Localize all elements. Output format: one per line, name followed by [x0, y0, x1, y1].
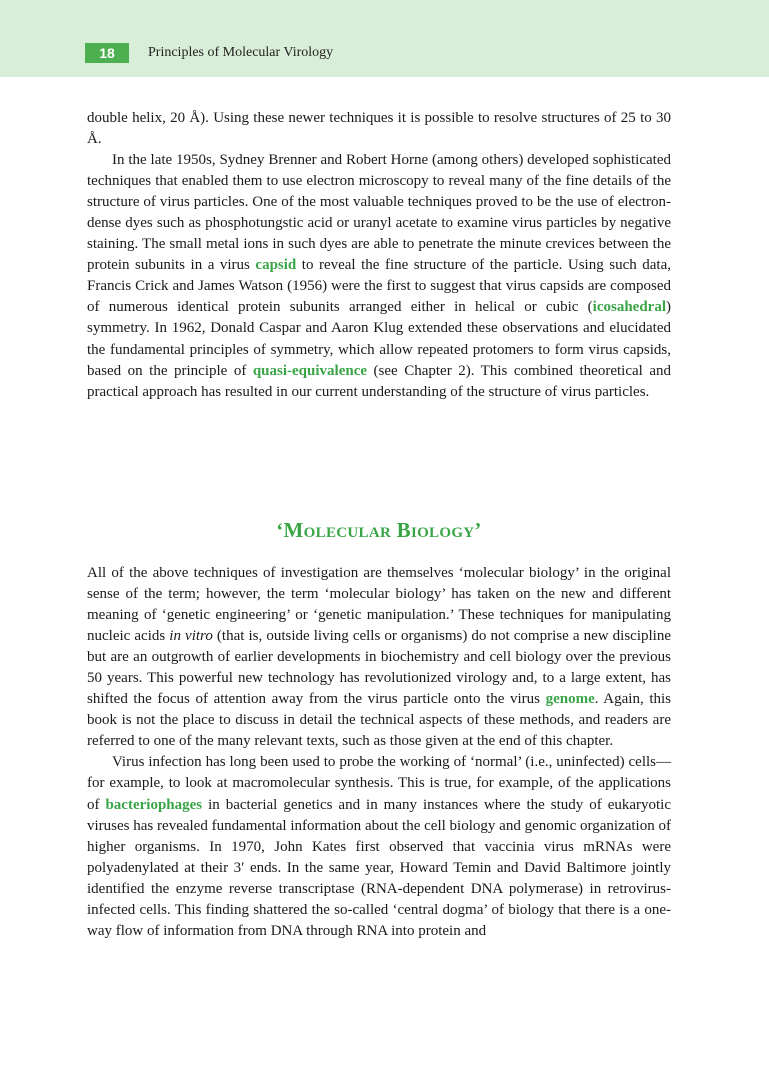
text-run: to reveal the fine structure of the particle. Using such data, Francis Crick and James Watson (1956) were the first to suggest that virus capsids are composed of numerous identical protein subunits arranged either in helical or cubic ( [87, 257, 671, 316]
glossary-term: quasi-equivalence [252, 362, 368, 379]
text-run: All of the above techniques of investigation are themselves ‘molecular biology’ in the original sense of the term; however, the term ‘molecular biology’ has taken on the new and different meaning of ‘genetic engineering’ or ‘genetic manipulation.’ These techniques for manipulating nucleic acids [87, 565, 671, 645]
section-body-top [87, 108, 671, 403]
paragraph [87, 752, 671, 941]
text-run: (that is, outside living cells or organisms) do not comprise a new discipline but are an outgrowth of earlier developments in biochemistry and cell biology over the previous 50 years. This powerful new technology has revolutionized virology and, to a large extent, has shifted the focus of attention away from the virus particle onto the virus [87, 628, 671, 708]
text-run: (see Chapter 2). This combined theoretical and practical approach has resulted in our current understanding of the structure of virus particles. [87, 362, 671, 400]
text-run: In the late 1950s, Sydney Brenner and Robert Horne (among others) developed sophisticated techniques that enabled them to use electron microscopy to reveal many of the fine details of the structure of virus particles. One of the most valuable techniques proved to be the use of electron-dense dyes such as phosphotungstic acid or uranyl acetate to examine virus particles by negative staining. The small metal ions in such dyes are able to penetrate the minute crevices between the protein subunits in a virus [87, 152, 671, 274]
glossary-term: icosahedral [592, 299, 666, 316]
glossary-term: capsid [255, 257, 297, 274]
glossary-term: bacteriophages [105, 796, 203, 813]
paragraph [87, 563, 671, 752]
text-run: in bacterial genetics and in many instances where the study of eukaryotic viruses has revealed fundamental information about the cell biology and genomic organization of higher organisms. In 1970, John Kates first observed that vaccinia virus mRNAs were polyadenylated at their 3′ ends. In the same year, Howard Temin and David Baltimore jointly identified the enzyme reverse transcriptase (RNA-dependent DNA polymerase) in retrovirus-infected cells. This finding shattered the so-called ‘central dogma’ of biology that there is a one-way flow of information from DNA through RNA into protein and [87, 796, 671, 939]
running-header [0, 0, 769, 77]
text-run: ) symmetry. In 1962, Donald Caspar and Aaron Klug extended these observations and elucidated the fundamental principles of symmetry, which allow repeated protomers to form virus capsids, based on the principle of [87, 299, 671, 379]
glossary-term: genome [545, 691, 595, 708]
italic-term: in vitro [169, 628, 213, 645]
running-title: Principles of Molecular Virology [148, 45, 334, 60]
text-run: Virus infection has long been used to probe the working of ‘normal’ (i.e., uninfected) cells—for example, to look at macromolecular synthesis. This is true, for example, of the applications of [87, 754, 671, 813]
page-number: 18 [85, 43, 129, 63]
text-run: . Again, this book is not the place to discuss in detail the technical aspects of these methods, and readers are referred to one of the many relevant texts, such as those given at the end of this chapter. [87, 691, 671, 750]
paragraph [87, 150, 671, 403]
section-body-bottom [87, 563, 671, 942]
paragraph: double helix, 20 Å). Using these newer techniques it is possible to resolve structures of 25 to 30 Å. [87, 110, 671, 148]
section-heading: ‘Molecular Biology’ [276, 518, 482, 542]
